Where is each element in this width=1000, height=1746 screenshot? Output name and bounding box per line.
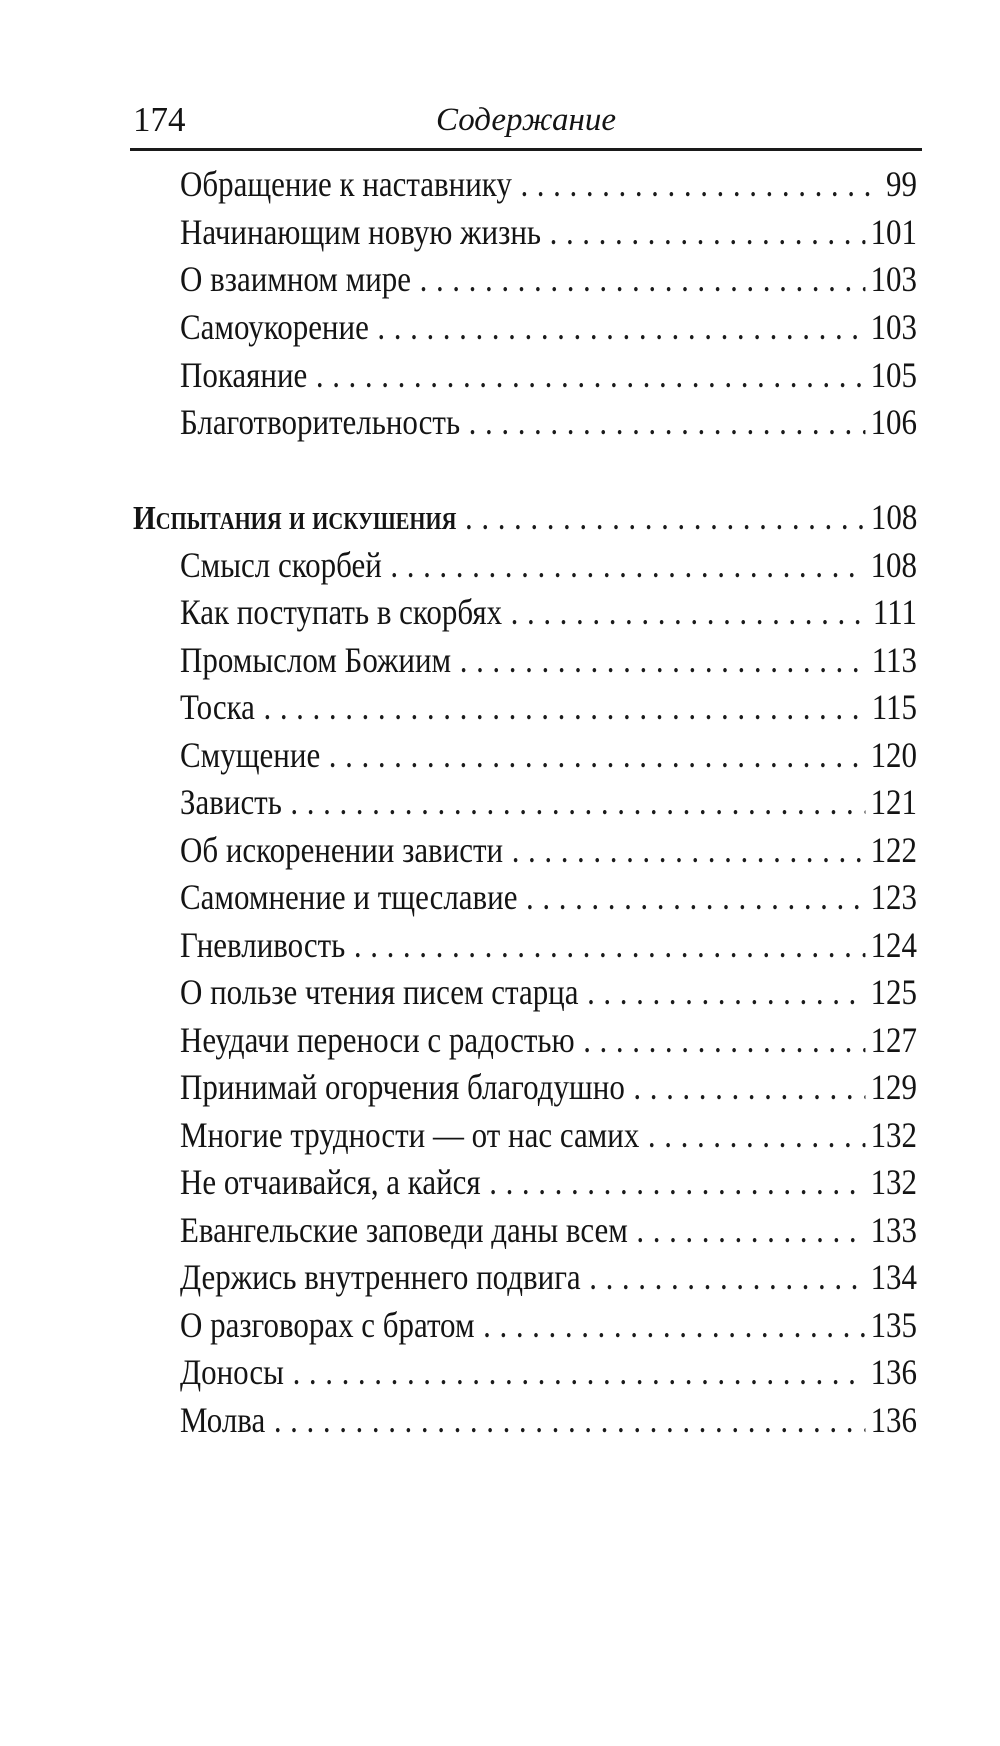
toc-entry bbox=[180, 257, 917, 301]
toc-entry-title: Обращение к наставнику bbox=[180, 164, 512, 204]
toc-entry bbox=[180, 1398, 917, 1442]
toc-entry bbox=[180, 543, 917, 587]
toc-entry-title: О разговорах с братом bbox=[180, 1305, 475, 1345]
toc-entry-page: 122 bbox=[870, 830, 918, 870]
toc-entry-title: Самомнение и тщеславие bbox=[180, 877, 518, 917]
toc-entry-title: Неудачи переноси с радостью bbox=[180, 1020, 575, 1060]
toc-entry bbox=[180, 1113, 917, 1157]
dot-leader bbox=[460, 638, 867, 682]
toc-entry-title: Смысл скорбей bbox=[180, 545, 382, 585]
toc-entry-title: Благотворительность bbox=[180, 402, 461, 442]
toc-entry-title: Принимай огорчения благодушно bbox=[180, 1067, 625, 1107]
dot-leader bbox=[483, 1303, 865, 1347]
toc-entry-title: Зависть bbox=[180, 782, 282, 822]
dot-leader bbox=[469, 400, 866, 444]
toc-entry-title: Самоукорение bbox=[180, 307, 369, 347]
toc-entry bbox=[180, 875, 917, 919]
toc-entry bbox=[180, 1303, 917, 1347]
dot-leader bbox=[377, 305, 865, 349]
toc-entry-title: Евангельские заповеди даны всем bbox=[180, 1210, 628, 1250]
toc-entry-page: 111 bbox=[872, 592, 918, 632]
toc-entry-page: 115 bbox=[871, 687, 918, 727]
dot-leader bbox=[520, 162, 880, 206]
toc-entry bbox=[180, 828, 917, 872]
toc-entry-page: 134 bbox=[870, 1257, 918, 1297]
toc-entry-title: Держись внутреннего подвига bbox=[180, 1257, 581, 1297]
toc-entry-title: О пользе чтения писем старца bbox=[180, 972, 579, 1012]
dot-leader bbox=[526, 875, 865, 919]
toc-entry-title: Смущение bbox=[180, 735, 321, 775]
dot-leader bbox=[511, 590, 868, 634]
dot-leader bbox=[587, 970, 865, 1014]
toc-entry bbox=[180, 970, 917, 1014]
dot-leader bbox=[633, 1065, 865, 1109]
toc-entry-title: Гневливость bbox=[180, 925, 346, 965]
toc-entry-title: Промыслом Божиим bbox=[180, 640, 452, 680]
toc-entry bbox=[180, 1065, 917, 1109]
toc-entry bbox=[180, 923, 917, 967]
dot-leader bbox=[354, 923, 866, 967]
toc-entry-page: 124 bbox=[870, 925, 918, 965]
toc-entry-page: 127 bbox=[870, 1020, 918, 1060]
toc-entry-page: 113 bbox=[871, 640, 918, 680]
toc-entry-page: 105 bbox=[870, 355, 918, 395]
toc-entry bbox=[180, 400, 917, 444]
toc-entry-title: Покаяние bbox=[180, 355, 308, 395]
dot-leader bbox=[512, 828, 866, 872]
dot-leader bbox=[390, 543, 865, 587]
toc-entry-title: О взаимном мире bbox=[180, 259, 412, 299]
toc-entry-title: Не отчаивайся, а кайся bbox=[180, 1162, 481, 1202]
toc-entry bbox=[180, 780, 917, 824]
toc-entry bbox=[180, 1018, 917, 1062]
toc-entry-title: Молва bbox=[180, 1400, 266, 1440]
dot-leader bbox=[329, 733, 866, 777]
toc-entry-title: Об искоренении зависти bbox=[180, 830, 504, 870]
toc-entry bbox=[180, 1160, 917, 1204]
toc-entry bbox=[180, 305, 917, 349]
dot-leader bbox=[550, 210, 866, 254]
toc-entry-title: Начинающим новую жизнь bbox=[180, 212, 542, 252]
toc-entry bbox=[180, 210, 917, 254]
toc-entry-page: 99 bbox=[886, 164, 918, 204]
toc-entry-page: 125 bbox=[870, 972, 918, 1012]
toc-entry-title: Доносы bbox=[180, 1352, 284, 1392]
toc-entry-page: 129 bbox=[870, 1067, 918, 1107]
page-number: 174 bbox=[133, 100, 186, 139]
toc-entry bbox=[180, 1255, 917, 1299]
toc-entry bbox=[180, 590, 917, 634]
toc-entry-page: 103 bbox=[870, 307, 918, 347]
toc-entry-page: 132 bbox=[870, 1162, 918, 1202]
toc-entry bbox=[180, 162, 917, 206]
dot-leader bbox=[420, 257, 866, 301]
toc-entry-page: 121 bbox=[870, 782, 918, 822]
toc-entry-page: 136 bbox=[870, 1400, 918, 1440]
toc-entry bbox=[180, 638, 917, 682]
dot-leader bbox=[290, 780, 865, 824]
toc-entry-page: 136 bbox=[870, 1352, 918, 1392]
toc-section-title: Испытания и искушения bbox=[133, 500, 457, 537]
toc-entry-title: Многие трудности — от нас самих bbox=[180, 1115, 640, 1155]
toc-entry bbox=[180, 1350, 917, 1394]
toc-entry-page: 133 bbox=[870, 1210, 918, 1250]
dot-leader bbox=[489, 1160, 865, 1204]
dot-leader bbox=[465, 495, 866, 539]
toc-entry-page: 123 bbox=[870, 877, 918, 917]
dot-leader bbox=[648, 1113, 865, 1157]
dot-leader bbox=[274, 1398, 866, 1442]
toc-entry bbox=[180, 1208, 917, 1252]
toc-section-page: 108 bbox=[870, 497, 918, 537]
dot-leader bbox=[264, 685, 867, 729]
toc-entry bbox=[180, 353, 917, 397]
toc-entry-page: 132 bbox=[870, 1115, 918, 1155]
running-title: Содержание bbox=[435, 102, 616, 138]
toc-entry-page: 101 bbox=[870, 212, 918, 252]
dot-leader bbox=[636, 1208, 865, 1252]
toc-entry-page: 135 bbox=[870, 1305, 918, 1345]
toc-entry-title: Как поступать в скорбях bbox=[180, 592, 503, 632]
toc-entry-page: 108 bbox=[870, 545, 918, 585]
toc-entry bbox=[180, 733, 917, 777]
toc-entry-page: 120 bbox=[870, 735, 918, 775]
dot-leader bbox=[293, 1350, 866, 1394]
dot-leader bbox=[583, 1018, 865, 1062]
toc-entry bbox=[180, 685, 917, 729]
toc-section-heading bbox=[133, 495, 917, 541]
toc-entry-page: 106 bbox=[870, 402, 918, 442]
toc-entry-title: Тоска bbox=[180, 687, 255, 727]
dot-leader bbox=[589, 1255, 865, 1299]
dot-leader bbox=[316, 353, 866, 397]
toc-entry-page: 103 bbox=[870, 259, 918, 299]
